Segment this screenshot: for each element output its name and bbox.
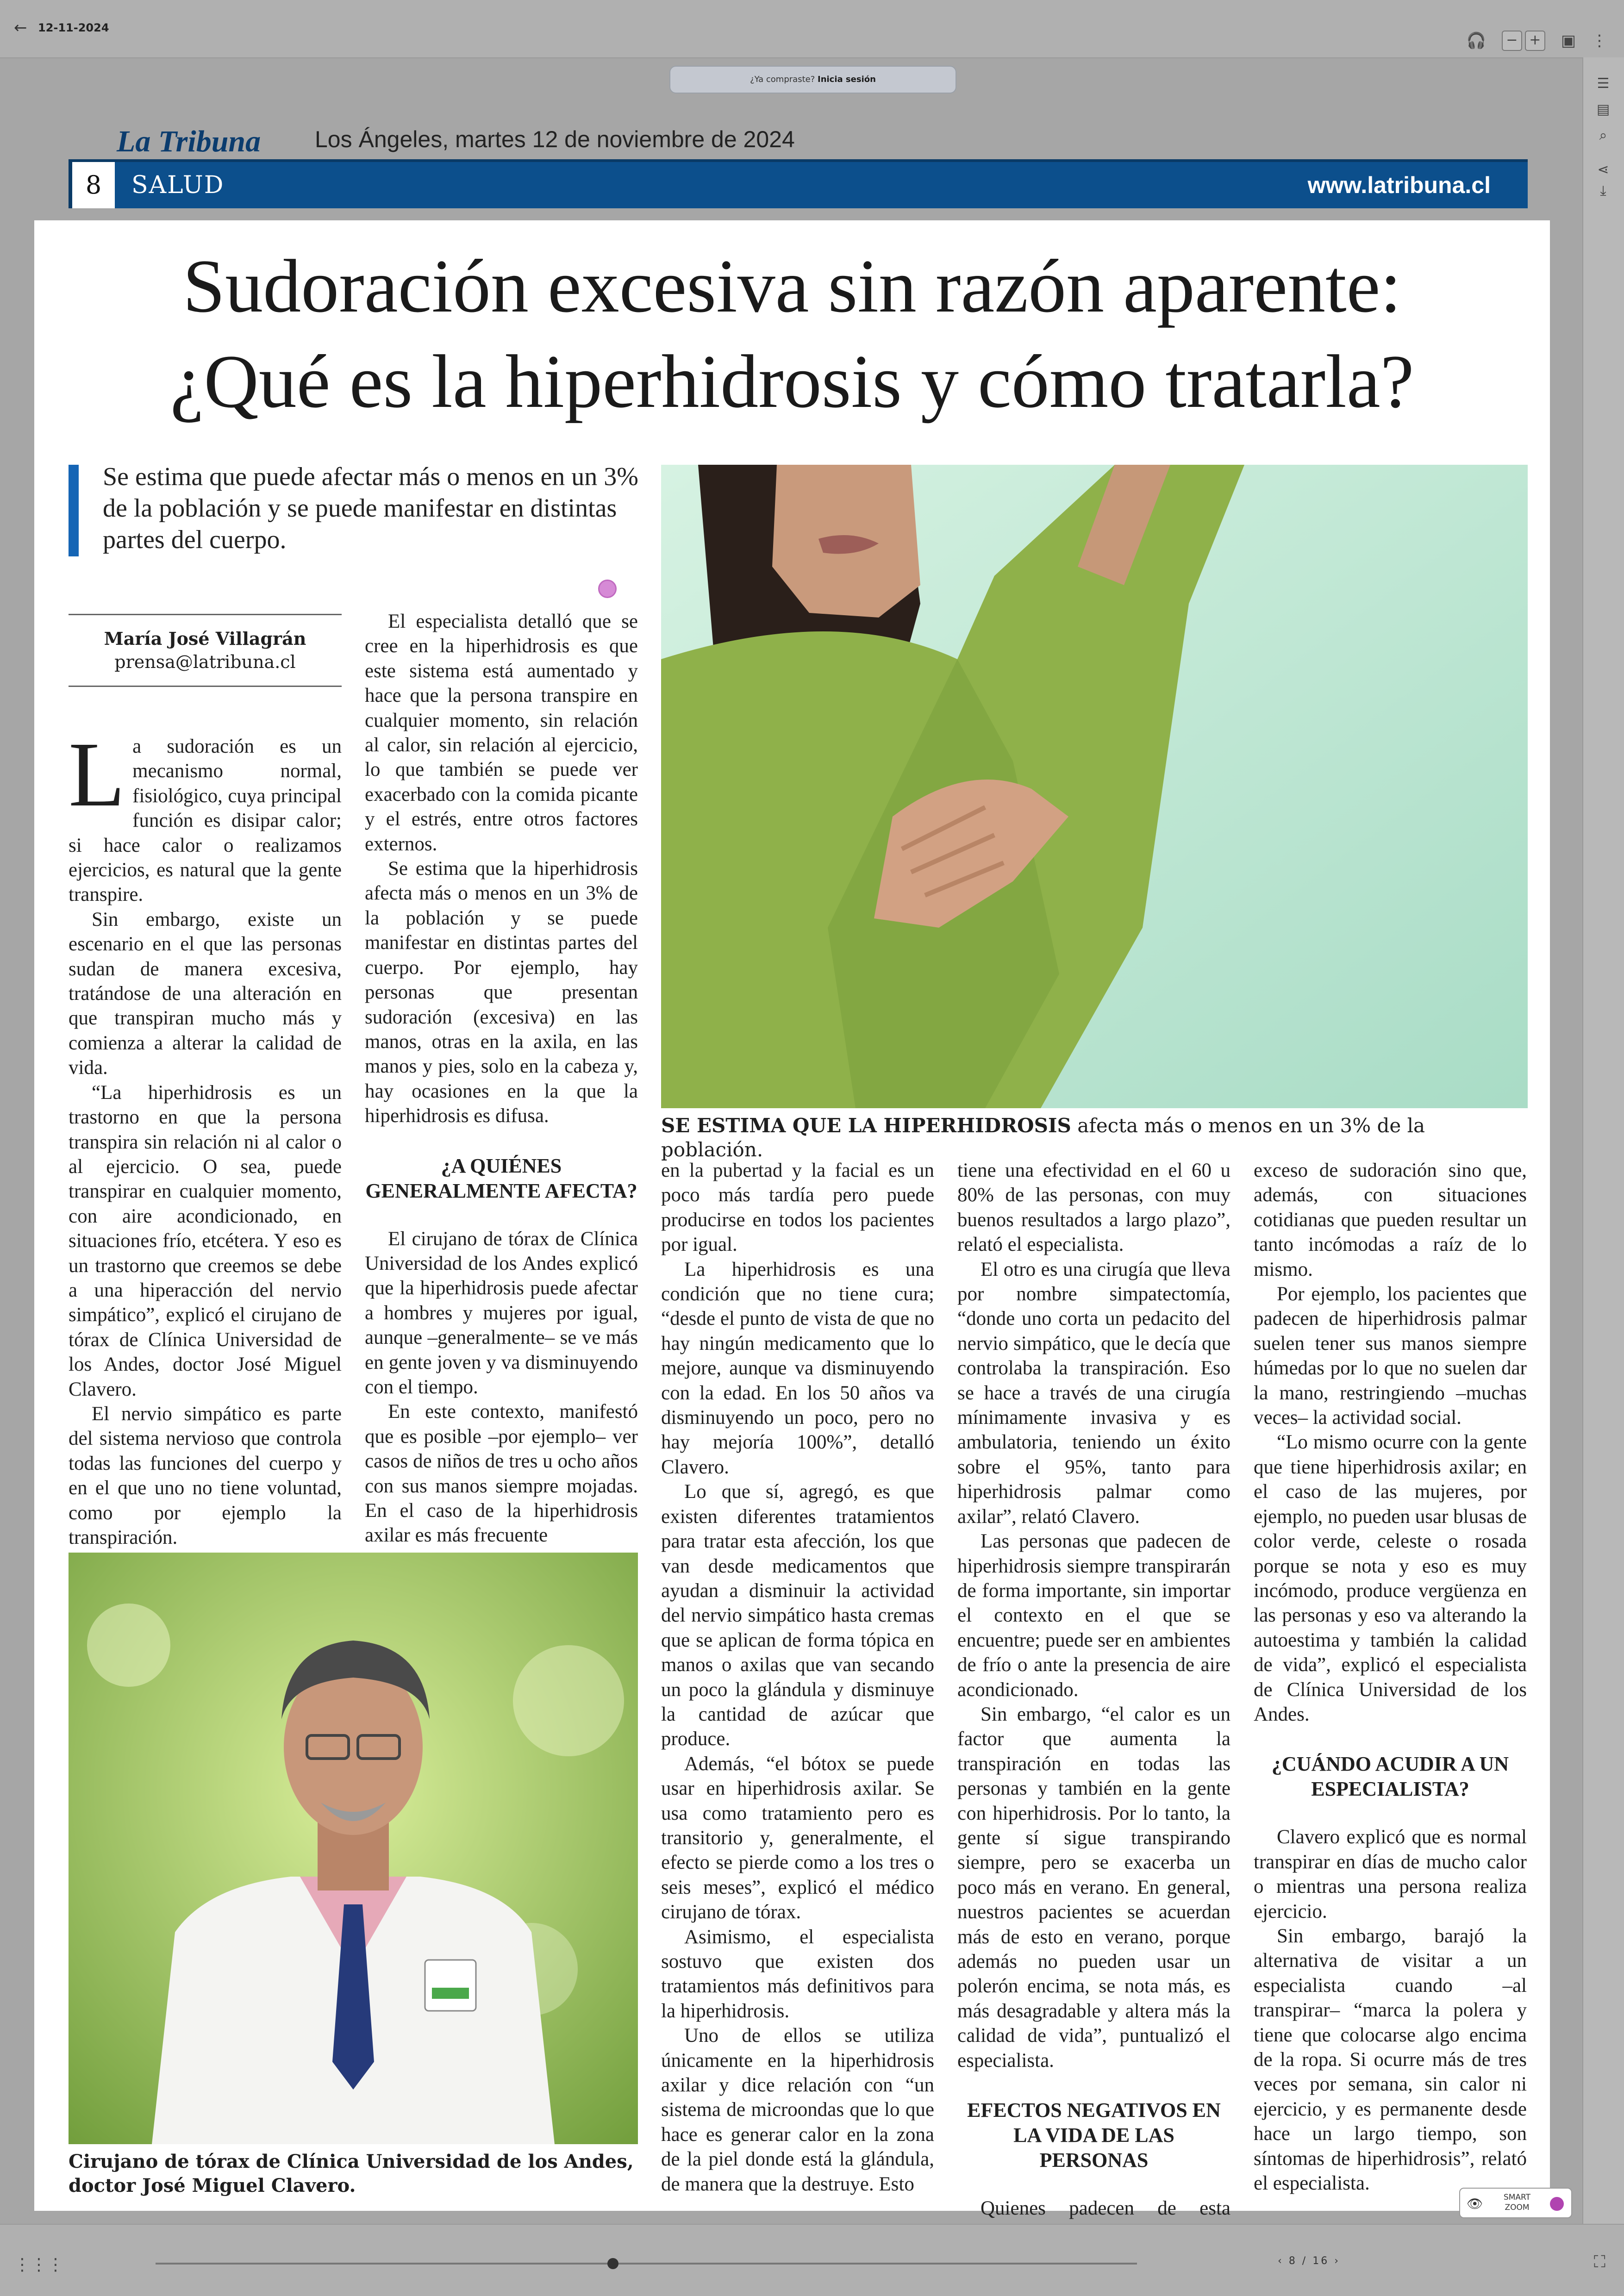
paragraph: en la pubertad y la facial es un poco más tardía pero puede producirse en todos los pacientes por igual. [661, 1160, 934, 1256]
publication-date: Los Ángeles, martes 12 de noviembre de 2024 [315, 126, 795, 152]
login-link[interactable]: Inicia sesión [818, 75, 876, 84]
website: www.latribuna.cl [1307, 172, 1491, 198]
issue-date: 12-11-2024 [38, 21, 109, 34]
subheading: EFECTOS NEGATIVOS EN LA VIDA DE LAS PERSONAS [967, 2099, 1221, 2172]
side-rail [1582, 57, 1624, 2224]
column-5 [1254, 1158, 1527, 2196]
more-options-icon[interactable]: ⋮ [1592, 31, 1607, 50]
document-icon[interactable]: ▤ [1596, 101, 1610, 118]
list-icon[interactable]: ☰ [1597, 75, 1610, 92]
doctor-photo-illustration [69, 1553, 638, 2144]
newspaper-logo: La Tribuna [117, 125, 261, 158]
download-icon[interactable]: ⤓ [1600, 183, 1606, 199]
paragraph: El cirujano de tórax de Clínica Universidad de los Andes explicó que la hiperhidrosis puede afectar a hombres y mujeres por igual, aunque –generalmente– se ve más en gente joven y va disminuyendo con el tiempo. [365, 1228, 638, 1398]
drop-cap: L [69, 724, 125, 826]
paragraph: Sin embargo, “el calor es un factor que aumenta la transpiración en todas las personas y también en la gente con hiperhidrosis. Por lo tanto, la gente sí sigue transpirando siempre, pero se exacerba un poco más en verano. En general, nuestros pacientes se acuerdan más de esto en verano, porque además no pueden usar un polerón encima, se nota más, es más desagradable y altera más la calidad de vida”, puntualizó el especialista. [957, 1703, 1230, 2071]
layout-icon[interactable]: ▣ [1561, 31, 1576, 50]
next-page-icon[interactable]: › [1334, 2255, 1341, 2267]
toolbar-actions [1467, 31, 1607, 51]
paragraph: Lo que sí, agregó, es que existen diferentes tratamientos para tratar esta afección, los que van desde medicamentos que ayudan a disminuir la actividad del nervio simpático hasta cremas que se aplican de forma tópica en manos o axilas que van secando un poco la glándula y disminuye la cantidad de azúcar que produce. [661, 1481, 934, 1750]
author-name: María José Villagrán [104, 628, 306, 649]
paragraph: a sudoración es un mecanismo normal, fisiológico, cuya principal función es disipar calor; si hace calor o realizamos ejercicios, es natural que la gente transpire. [69, 736, 342, 906]
lead-accent-bar [69, 465, 79, 556]
woman-photo-illustration [661, 465, 1528, 1108]
paragraph: El especialista detalló que se cree en la hiperhidrosis es que este sistema está aumentado y hace que la persona transpire en cualquier momento, sin relación al calor, sin relación al ejercicio, lo que también se puede ver exacerbado con la comida picante y el estrés, entre otros factores externos. [365, 611, 638, 855]
section-bar [69, 159, 1528, 208]
article-photo-woman [661, 465, 1528, 1108]
headphones-icon[interactable]: 🎧 [1466, 31, 1486, 50]
prev-page-icon[interactable]: ‹ [1278, 2255, 1284, 2267]
zoom-controls [1502, 31, 1545, 51]
paragraph: tiene una efectividad en el 60 u 80% de las personas, con muy buenos resultados a largo plazo”, relató el especialista. [957, 1160, 1230, 1256]
subheading: ¿CUÁNDO ACUDIR A UN ESPECIALISTA? [1271, 1753, 1509, 1801]
author-email: prensa@latribuna.cl [114, 652, 296, 672]
headline-line-1: Sudoración excesiva sin razón aparente: [182, 244, 1401, 328]
page-number: 8 [69, 162, 115, 208]
subheading: ¿A QUIÉNES GENERALMENTE AFECTA? [365, 1154, 637, 1202]
photo-caption-text: afecta más o menos en un 3% de la población. [661, 1114, 1425, 1161]
paragraph: Además, “el bótox se puede usar en hiperhidrosis axilar. Se usa como tratamiento pero es transitorio y, generalmente, el efecto se pierde como a los tres o seis meses”, explicó el médico cirujano de tórax. [661, 1753, 934, 1923]
share-icon[interactable]: ⋖ [1597, 162, 1609, 178]
paragraph: “La hiperhidrosis es un trastorno en que la persona transpira sin relación ni al calor o al ejercicio. O sea, puede transpirar en cualquier momento, con aire acondicionado, en situaciones frío, etcétera. Y eso es un trastorno que creemos se debe a una hiperacción del nervio simpático”, explicó el cirujano de tórax de Clínica Universidad de los Andes, doctor José Miguel Clavero. [69, 1081, 342, 1400]
column-4 [957, 1158, 1230, 2270]
column-3 [661, 1158, 934, 2196]
paragraph: Clavero explicó que es normal transpirar en días de mucho calor o mientras una persona realiza ejercicio. [1254, 1826, 1527, 1922]
article-page [34, 220, 1550, 2220]
page-indicator [1278, 2255, 1340, 2267]
headline [34, 239, 1550, 430]
paragraph: El nervio simpático es parte del sistema nervioso que controla todas las funciones del cuerpo y en el que uno no tiene voluntad, como por ejemplo la transpiración. [69, 1403, 342, 1548]
arrow-left-icon[interactable]: ← [14, 19, 27, 37]
paragraph: Se estima que la hiperhidrosis afecta más o menos en un 3% de la población y se puede manifestar en distintas partes del cuerpo. Por ejemplo, hay personas que presentan sudoración (excesiva) en las manos, otras en la axila, en las manos y pies, solo en la cabeza y, hay ocasiones en la que la hiperhidrosis es difusa. [365, 858, 638, 1127]
eye-icon: 👁 [1467, 2196, 1483, 2211]
photo-caption-bold: SE ESTIMA QUE LA HIPERHIDROSIS [661, 1114, 1071, 1137]
paragraph: Quienes padecen de esta [981, 2197, 1230, 2220]
section-name: SALUD [131, 171, 225, 199]
login-prompt: ¿Ya compraste? [750, 75, 815, 84]
paragraph: El otro es una cirugía que lleva por nombre simpatectomía, “donde uno corta un pedacito del nervio simpático, que le decía que controlaba la transpiración. Eso se hace a través de una cirugía mínimamente invasiva y es ambulatoria, teniendo un éxito sobre el 95%, tanto para hiperhidrosis palmar como axilar”, relató Clavero. [957, 1258, 1230, 1528]
doctor-photo-caption: Cirujano de tórax de Clínica Universidad de los Andes, doctor José Miguel Clavero. [69, 2151, 634, 2196]
lead-paragraph: Se estima que puede afectar más o menos en un 3% de la población y se puede manifestar en distintas partes del cuerpo. [103, 462, 638, 554]
paragraph: Las personas que padecen de hiperhidrosis siempre transpirarán de forma importante, sin importar el contexto en el que se encuentre; puede ser en ambientes de frío o ante la presencia de aire acondicionado. [957, 1530, 1230, 1701]
page-slider[interactable] [156, 2263, 1137, 2265]
paragraph: Asimismo, el especialista sostuvo que existen dos tratamientos más definitivos para la hiperhidrosis. [661, 1926, 934, 2022]
paragraph: La hiperhidrosis es una condición que no tiene cura; “desde el punto de vista de que no hay ningún medicamento que lo mejore, aunque va disminuyendo con la edad. En los 50 años va disminuyendo un poco, pero no hay mejoría 100%”, detalló Clavero. [661, 1258, 934, 1478]
viewer-footer [0, 2224, 1624, 2296]
page-count: 8 / 16 [1288, 2255, 1330, 2267]
photo-caption [661, 1114, 1528, 1162]
smart-zoom-toggle[interactable] [1459, 2188, 1572, 2218]
hotspot-icon[interactable] [598, 580, 617, 598]
headline-line-2: ¿Qué es la hiperhidrosis y cómo tratarla? [170, 340, 1414, 424]
doctor-photo [69, 1553, 638, 2144]
login-banner[interactable] [669, 66, 956, 94]
paragraph: Sin embargo, barajó la alternativa de visitar a un especialista cuando –al transpirar– “marca la polera y tiene que colocarse algo encima de la ropa. Si ocurre más de tres veces por semana, sin calor ni ejercicio, y es permanente desde hace un largo tiempo, son síntomas de hiperhidrosis”, relató el especialista. [1254, 1925, 1527, 2195]
viewer-toolbar [0, 0, 1624, 58]
zoom-out-button[interactable]: − [1502, 31, 1522, 51]
search-icon[interactable]: ⌕ [1599, 127, 1607, 144]
zoom-in-button[interactable]: + [1525, 31, 1545, 51]
paragraph: exceso de sudoración sino que, además, con situaciones cotidianas que pueden resultar un tanto incómodas a raíz de lo mismo. [1254, 1160, 1527, 1280]
paragraph: En este contexto, manifestó que es posible –por ejemplo– ver casos de niños de tres u ocho años con sus manos siempre mojadas. En el caso de la hiperhidrosis axilar es más frecuente [365, 1401, 638, 1547]
column-2 [365, 609, 638, 1548]
grid-icon[interactable]: ⋮⋮⋮ [14, 2255, 64, 2274]
toggle-indicator [1550, 2197, 1564, 2211]
smart-zoom-label: SMART ZOOM [1503, 2193, 1531, 2212]
fullscreen-icon[interactable]: ⛶ [1593, 2252, 1605, 2271]
paragraph: Uno de ellos se utiliza únicamente en la hiperhidrosis axilar y dice relación con “un sistema de microondas que lo que hace es generar calor en la zona de la piel donde está la glándula, de manera que la destruye. Esto [661, 2025, 934, 2195]
paragraph: Por ejemplo, los pacientes que padecen de hiperhidrosis palmar suelen tener sus manos siempre húmedas por lo que no suelen dar la mano, restringiendo –muchas veces– la actividad social. [1254, 1283, 1527, 1429]
paragraph: “Lo mismo ocurre con la gente que tiene hiperhidrosis axilar; en el caso de las mujeres, por ejemplo, no pueden usar blusas de color verde, celeste o rosada porque se nota y eso es muy incómodo, produce vergüenza en las personas y eso va alterando la autoestima y también la calidad de vida”, explicó el especialista de Clínica Universidad de los Andes. [1254, 1431, 1527, 1725]
page-slider-thumb[interactable] [607, 2258, 618, 2269]
paragraph: Sin embargo, existe un escenario en el que las personas sudan de manera excesiva, tratándose de una alteración en que transpiran mucho más y comienza a alterar la calidad de vida. [69, 908, 342, 1079]
column-1 [69, 724, 342, 1550]
byline [69, 614, 342, 687]
